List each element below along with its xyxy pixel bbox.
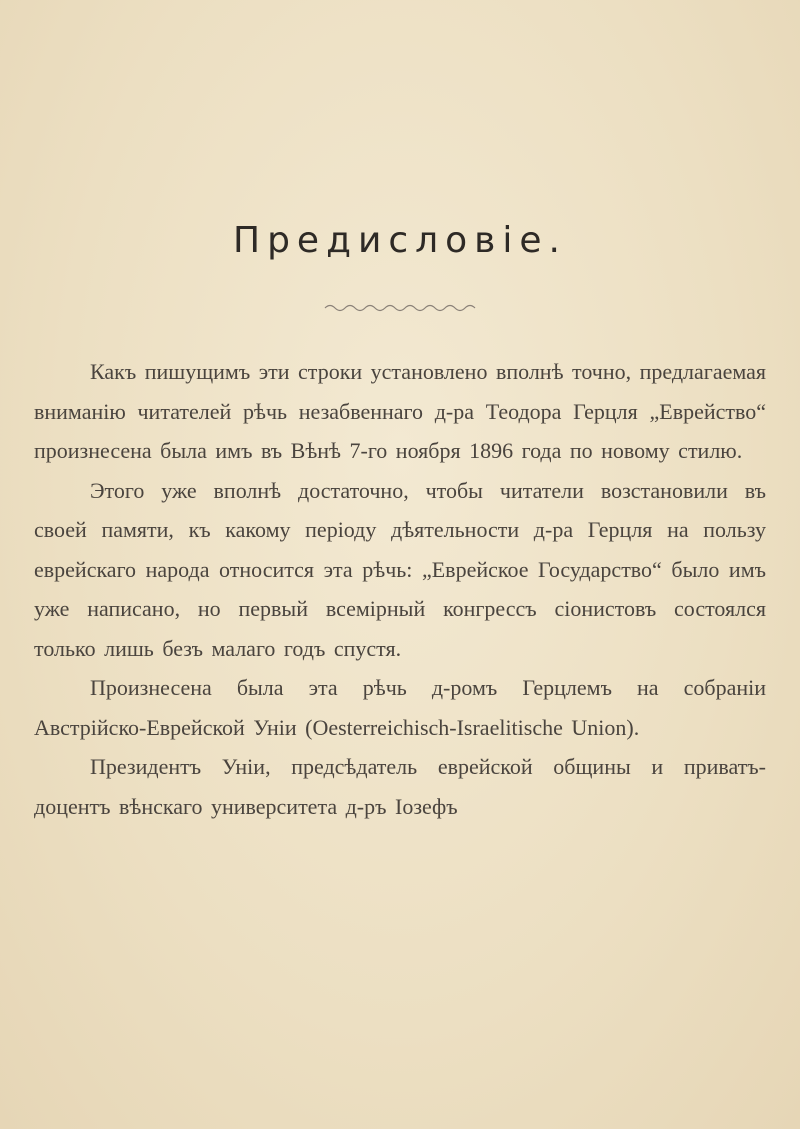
page-title: Предисловiе. (233, 220, 567, 261)
body-text (34, 352, 766, 826)
paragraph: Президентъ Унiи, предсѣдатель еврейской общины и приватъ-доцентъ вѣнскаго университета д-ръ Iозефъ (34, 754, 766, 819)
paragraph: Какъ пишущимъ эти строки установлено вполнѣ точно, предлагаемая вниманiю читателей рѣчь незабвеннаго д-ра Теодора Герцля „Еврейство“ произнесена была имъ въ Вѣнѣ 7-го ноября 1896 года по новому стилю. (34, 359, 767, 463)
paragraph: Произнесена была эта рѣчь д-ромъ Герцлемъ на собранiи Австрiйско-Еврейской Унiи (Oesterreichisch-Israelitische Union). (34, 675, 766, 740)
ornament-divider (320, 300, 480, 314)
paragraph: Этого уже вполнѣ достаточно, чтобы читатели возстановили въ своей памяти, къ какому перiоду дѣятельности д-ра Герцля на пользу еврейскаго народа относится эта рѣчь: „Еврейское Государство“ было имъ уже написано, но первый всемiрный конгрессъ сiонистовъ состоялся только лишь безъ малаго годъ спустя. (34, 477, 766, 661)
